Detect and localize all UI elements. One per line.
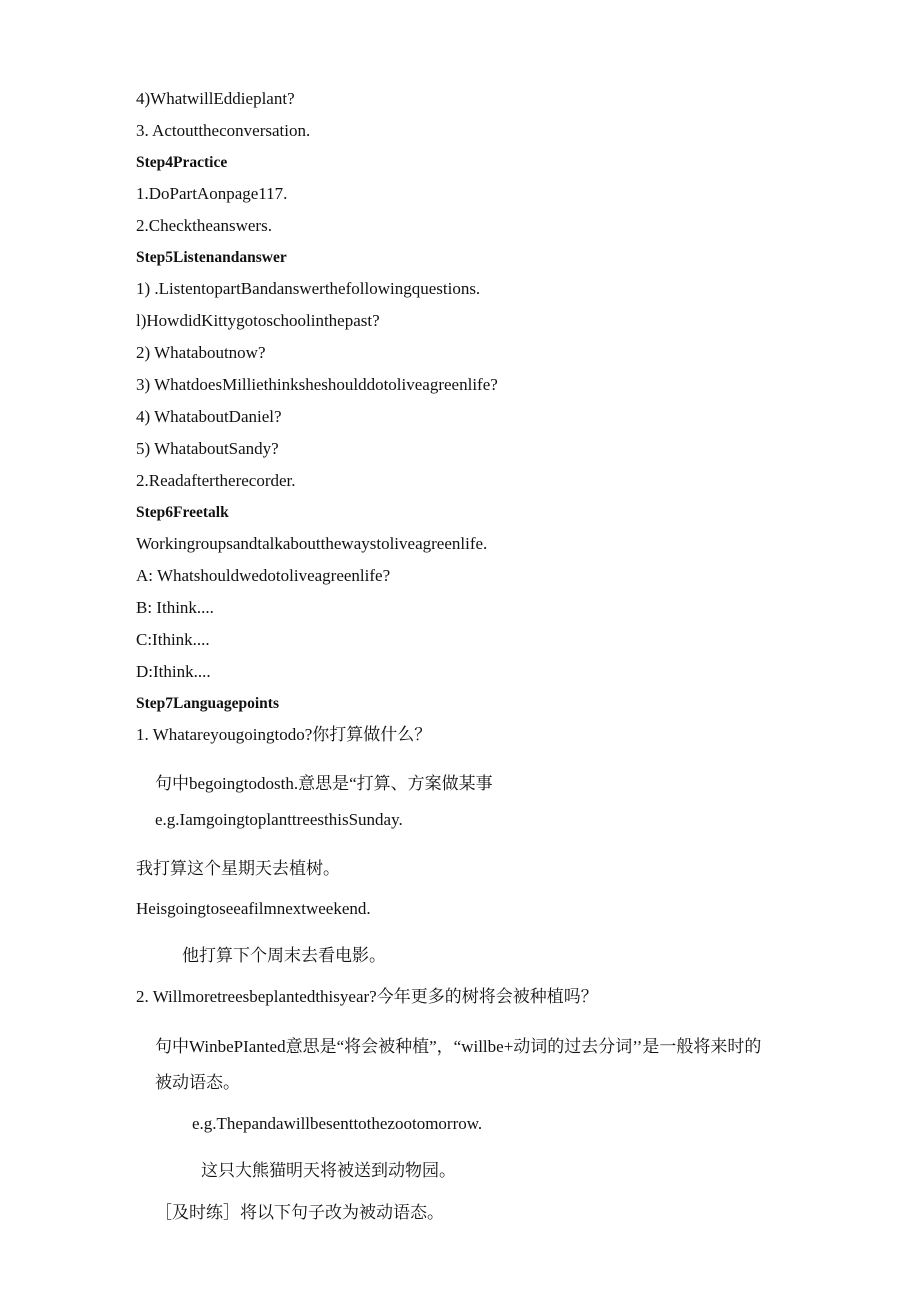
point-1-example-en: e.g.IamgoingtoplanttreesthisSunday.: [155, 810, 403, 829]
point-1-sentence: 1. Whatareyougoingtodo?你打算做什么？: [136, 725, 432, 744]
dialogue-b: B: Ithink....: [136, 598, 214, 617]
point-2-explanation-cont: 被动语态。: [155, 1073, 240, 1092]
point-1-explanation: 句中begoingtodosth.意思是“打算、方案做某事: [155, 774, 493, 793]
read-after-recorder: 2.Readaftertherecorder.: [136, 471, 296, 490]
question-eddie-plant: 4)WhatwillEddieplant?: [136, 89, 295, 108]
step5-heading: Step5Listenandanswer: [136, 249, 287, 266]
step6-heading: Step6Freetalk: [136, 504, 229, 521]
point-1-example2-en: Heisgoingtoseeafilmnextweekend.: [136, 899, 371, 918]
question-daniel: 4) WhataboutDaniel?: [136, 407, 282, 426]
practice-instruction: ［及时练］将以下句子改为被动语态。: [155, 1203, 444, 1222]
question-millie: 3) WhatdoesMilliethinksheshoulddotoliveagreenlife?: [136, 375, 498, 394]
point-2-example-en: e.g.Thepandawillbesenttothezootomorrow.: [192, 1114, 483, 1133]
question-now: 2) Whataboutnow?: [136, 343, 266, 362]
dialogue-d: D:Ithink....: [136, 662, 211, 681]
point-1-example2-zh: 他打算下个周末去看电影。: [182, 946, 386, 965]
listen-part-b: 1) .ListentopartBandanswerthefollowingquestions.: [136, 279, 481, 298]
step4-heading: Step4Practice: [136, 154, 228, 171]
point-2-sentence: 2. Willmoretreesbeplantedthisyear?今年更多的树将会被种植吗？: [136, 987, 598, 1006]
dialogue-a: A: Whatshouldwedotoliveagreenlife?: [136, 566, 391, 585]
group-work-instruction: Workingroupsandtalkaboutthewaystoliveagreenlife.: [136, 534, 488, 553]
point-2-explanation: 句中WinbePIanted意思是“将会被种植”，“willbe+动词的过去分词’’是一般将来时的: [155, 1037, 762, 1056]
point-1-example-zh: 我打算这个星期天去植树。: [136, 859, 340, 878]
do-part-a: 1.DoPartAonpage117.: [136, 184, 288, 203]
step7-heading: Step7Languagepoints: [136, 695, 279, 712]
question-sandy: 5) WhataboutSandy?: [136, 439, 279, 458]
dialogue-c: C:Ithink....: [136, 630, 210, 649]
act-out-conversation: 3. Actouttheconversation.: [136, 121, 311, 140]
point-2-example-zh: 这只大熊猫明天将被送到动物园。: [201, 1161, 456, 1180]
check-answers: 2.Checktheanswers.: [136, 216, 272, 235]
question-kitty-past: l)HowdidKittygotoschoolinthepast?: [136, 311, 380, 330]
